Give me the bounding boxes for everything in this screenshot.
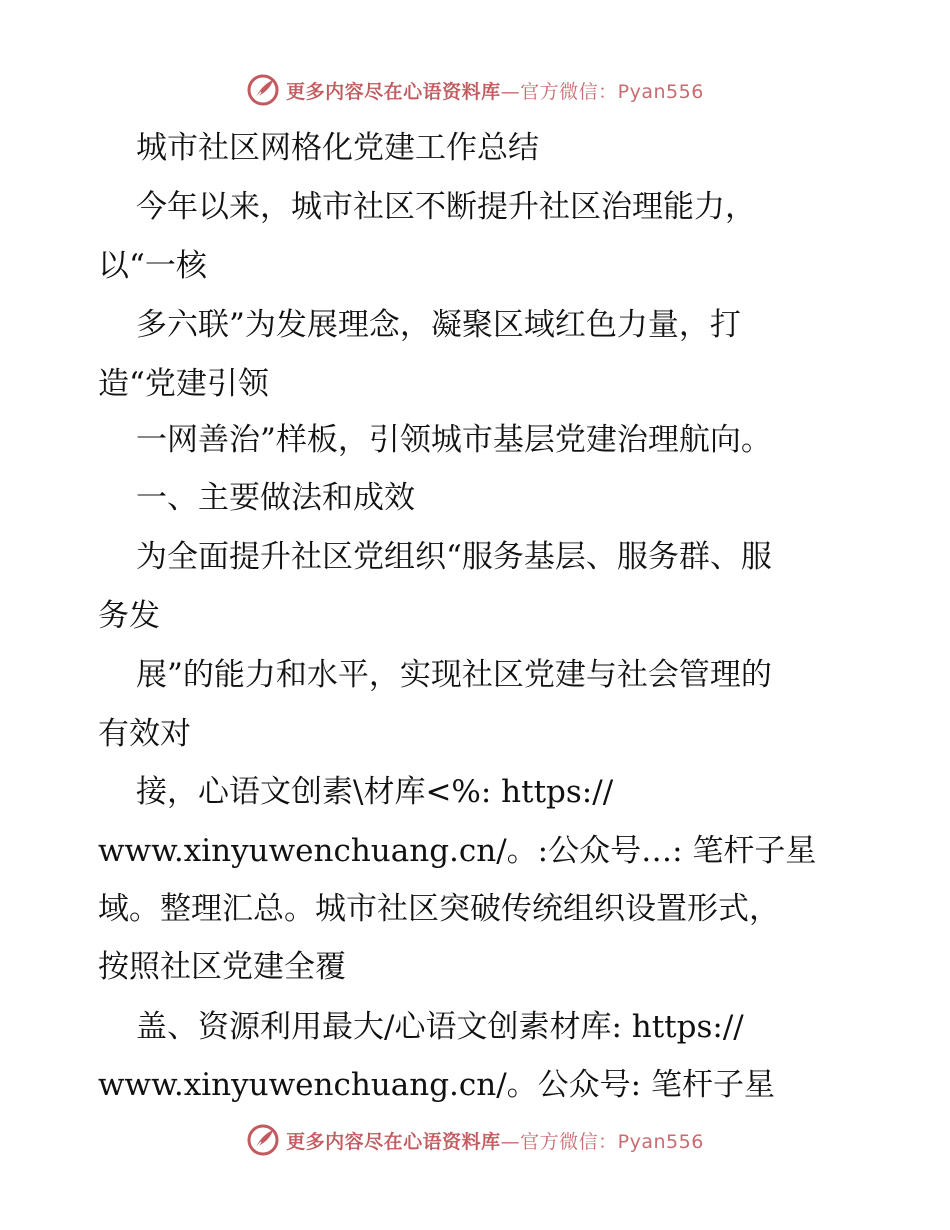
text-line: 多六联”为发展理念，凝聚区域红色力量，打: [136, 307, 741, 343]
text-line: 有效对: [98, 716, 191, 752]
text-line: www.xinyuwenchuang.cn/。公众号: 笔杆子星: [98, 1067, 775, 1103]
text-line: 盖、资源利用最大/心语文创素材库: https://: [136, 1009, 744, 1045]
feather-quill-circle-icon: [246, 1123, 280, 1157]
document-title: 城市社区网格化党建工作总结: [136, 130, 539, 166]
text-line: 造“党建引领: [98, 366, 269, 402]
footer-banner: [0, 1120, 950, 1160]
header-banner-wechat: —官方微信：Pyan556: [500, 80, 704, 103]
text-line: 域。整理汇总。城市社区突破传统组织设置形式，: [98, 891, 780, 927]
text-line: 以“一核: [98, 248, 207, 284]
text-line: 一网善治”样板，引领城市基层党建治理航向。: [136, 422, 772, 458]
text-line: 务发: [98, 598, 160, 634]
text-line: 展”的能力和水平，实现社区党建与社会管理的: [136, 657, 772, 693]
footer-banner-inner: [246, 1123, 704, 1157]
footer-banner-wechat: —官方微信：Pyan556: [500, 1130, 704, 1153]
header-banner-inner: [246, 73, 704, 107]
text-line: www.xinyuwenchuang.cn/。:公众号…: 笔杆子星: [98, 833, 817, 869]
header-banner-text: [286, 77, 704, 104]
header-banner: [0, 70, 950, 110]
text-line: 接，心语文创素\材库<%: https://: [136, 774, 614, 810]
feather-quill-circle-icon: [246, 73, 280, 107]
footer-banner-text: [286, 1127, 704, 1154]
section-heading: 一、主要做法和成效: [136, 480, 415, 516]
text-line: 按照社区党建全覆: [98, 949, 346, 985]
text-line: 为全面提升社区党组织“服务基层、服务群、服: [136, 539, 772, 575]
footer-banner-lead: 更多内容尽在心语资料库: [286, 1130, 501, 1153]
header-banner-lead: 更多内容尽在心语资料库: [286, 80, 501, 103]
text-line: 今年以来，城市社区不断提升社区治理能力，: [136, 189, 756, 225]
